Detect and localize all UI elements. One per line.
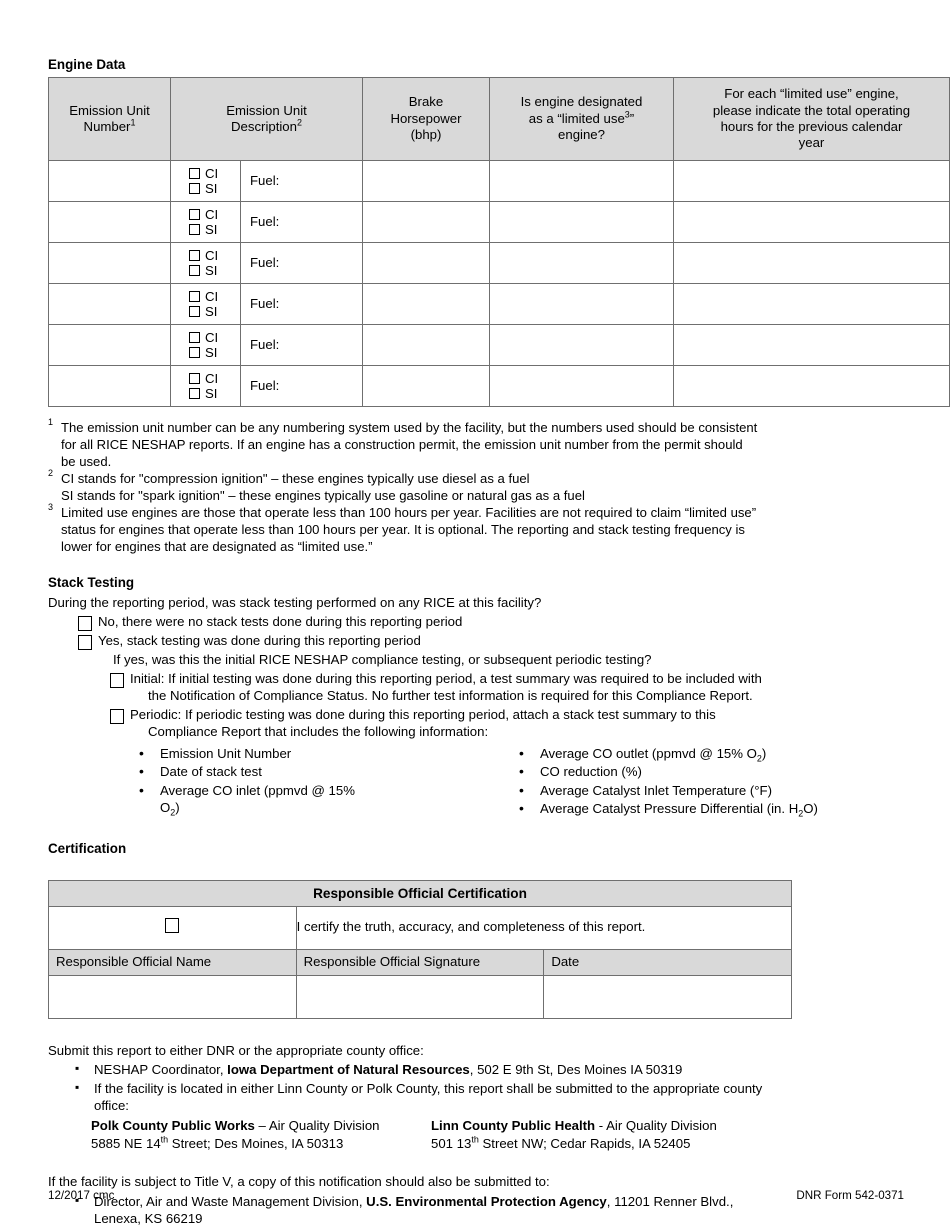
option-yes-label: Yes, stack testing was done during this reporting period	[98, 632, 421, 648]
checkbox-ci[interactable]	[189, 291, 200, 302]
epa-post: , 11201 Renner Blvd.,	[606, 1193, 734, 1209]
engine-data-heading: Engine Data	[48, 57, 126, 72]
linn-rest: - Air Quality Division	[595, 1118, 717, 1133]
cell-fuel[interactable]	[241, 366, 362, 406]
cell-emission-unit-number[interactable]	[49, 324, 171, 365]
label-ci: CI	[205, 288, 219, 304]
checkbox-si[interactable]	[189, 265, 200, 276]
document-page	[48, 0, 911, 1229]
polk-addr-pre: 5885 NE 14	[91, 1135, 161, 1151]
header-line: engine?	[558, 127, 605, 143]
subscript: 2	[798, 808, 804, 819]
submit-intro: Submit this report to either DNR or the appropriate county office:	[48, 1042, 424, 1058]
stack-testing-option-no[interactable]	[78, 614, 904, 631]
county-line1: If the facility is located in either Linn County or Polk County, this report shall be submitted to the appropriate county	[94, 1080, 763, 1096]
dnr-agency: Iowa Department of Natural Resources	[227, 1062, 470, 1078]
label-fuel: Fuel:	[250, 213, 280, 229]
label-si: SI	[205, 180, 218, 196]
stack-testing-heading: Stack Testing	[48, 575, 135, 591]
label-si: SI	[205, 385, 218, 401]
cell-operating-hours[interactable]	[674, 324, 950, 365]
stack-testing-option-yes[interactable]	[78, 633, 904, 650]
column-header-operating-hours	[674, 77, 950, 160]
cell-emission-unit-number[interactable]	[49, 365, 171, 406]
requirement-item: • CO reduction (%)	[513, 763, 893, 781]
column-header-emission-unit-description	[171, 77, 363, 160]
engine-type-si[interactable]	[189, 346, 217, 359]
title-v-intro: If the facility is subject to Title V, a copy of this notification should also be submitted to:	[48, 1174, 550, 1190]
linn-addr-post: Street NW; Cedar Rapids, IA 52405	[478, 1135, 691, 1151]
dnr-post: , 502 E 9th St, Des Moines IA 50319	[469, 1062, 683, 1078]
checkbox-si[interactable]	[189, 306, 200, 317]
engine-type-choices	[171, 243, 241, 283]
label-responsible-official-signature: Responsible Official Signature	[296, 949, 544, 975]
cell-emission-unit-description	[171, 201, 363, 242]
certification-title-row	[49, 880, 792, 906]
engine-type-choices	[171, 284, 241, 324]
certification-entry-row	[49, 975, 792, 1018]
table-row	[49, 242, 950, 283]
engine-type-ci[interactable]	[189, 249, 218, 262]
cell-emission-unit-description	[171, 324, 363, 365]
certification-heading: Certification	[48, 840, 127, 856]
label-ci: CI	[205, 206, 219, 222]
engine-data-table	[48, 77, 950, 407]
header-line: please indicate the total operating	[712, 102, 911, 118]
checkbox-ci[interactable]	[189, 373, 200, 384]
engine-type-si[interactable]	[189, 264, 217, 277]
label-date: Date	[544, 949, 792, 975]
cell-operating-hours[interactable]	[674, 365, 950, 406]
certification-table	[48, 880, 792, 1019]
header-line: Is engine designated	[520, 94, 643, 110]
label-responsible-official-name: Responsible Official Name	[49, 949, 297, 975]
epa-city-line: Lenexa, KS 66219	[94, 1211, 203, 1227]
label-fuel: Fuel:	[250, 254, 280, 270]
cell-fuel[interactable]	[241, 284, 362, 324]
option-periodic-line2: Compliance Report that includes the following information:	[148, 724, 489, 740]
field-responsible-official-name[interactable]	[49, 975, 297, 1018]
checkbox-ci[interactable]	[189, 332, 200, 343]
footnote-ref: 2	[296, 117, 302, 128]
certification-checkbox-cell[interactable]	[49, 906, 297, 949]
engine-type-si[interactable]	[189, 387, 217, 400]
engine-type-choices	[171, 161, 241, 201]
cell-brake-horsepower[interactable]	[363, 160, 490, 201]
label-si: SI	[205, 221, 218, 237]
header-line: as a “limited use	[528, 110, 625, 126]
header-line: Emission Unit	[226, 102, 307, 118]
engine-type-ci[interactable]	[189, 167, 218, 180]
cell-brake-horsepower[interactable]	[363, 242, 490, 283]
certification-statement: I certify the truth, accuracy, and completeness of this report.	[296, 906, 791, 949]
option-no-label: No, there were no stack tests done during this reporting period	[98, 613, 463, 629]
page-footer	[48, 1189, 904, 1204]
requirements-column-left	[133, 745, 513, 819]
cell-brake-horsepower[interactable]	[363, 283, 490, 324]
checkbox-si[interactable]	[189, 347, 200, 358]
footnote-line: Limited use engines are those that operate less than 100 hours per year. Facilities are not required to claim “limited use”	[61, 504, 757, 520]
column-header-emission-unit-number	[49, 77, 171, 160]
requirement-item: • Average Catalyst Inlet Temperature (°F)	[513, 782, 893, 800]
header-line: For each “limited use” engine,	[724, 86, 899, 102]
header-line: Emission Unit	[69, 102, 150, 118]
footnote-ref: 3	[624, 109, 630, 120]
engine-type-choices	[171, 366, 241, 406]
footnote-line: SI stands for "spark ignition" – these engines typically use gasoline or natural gas as a fuel	[61, 487, 585, 503]
table-row	[49, 201, 950, 242]
table-row	[49, 160, 950, 201]
footnote-line: The emission unit number can be any numbering system used by the facility, but the numbers used should be consistent	[61, 419, 758, 435]
requirement-item: • Date of stack test	[133, 763, 513, 781]
cell-brake-horsepower[interactable]	[363, 324, 490, 365]
footnote-line: for all RICE NESHAP reports. If an engine has a construction permit, the emission unit number from the permit should	[61, 436, 743, 452]
requirements-column-right	[513, 745, 893, 819]
subscript: 2	[756, 753, 762, 764]
polk-office-name	[91, 1117, 431, 1135]
label-ci: CI	[205, 329, 219, 345]
engine-type-ci[interactable]	[189, 208, 218, 221]
polk-ordinal-suffix: th	[160, 1134, 169, 1145]
table-row	[49, 283, 950, 324]
cell-emission-unit-description	[171, 160, 363, 201]
submit-item-dnr	[48, 1061, 904, 1079]
field-date[interactable]	[544, 975, 792, 1018]
cell-emission-unit-number[interactable]	[49, 201, 171, 242]
option-initial-line1: Initial: If initial testing was done during this reporting period, a test summary was required to be included with	[130, 671, 762, 687]
requirement-item: • Average Catalyst Pressure Differential (in. $H_2O$)	[513, 800, 893, 818]
cell-emission-unit-number[interactable]	[49, 242, 171, 283]
footnote-marker: 2	[48, 467, 54, 478]
cell-fuel[interactable]	[241, 161, 362, 201]
cell-operating-hours[interactable]	[674, 283, 950, 324]
checkbox-si[interactable]	[189, 183, 200, 194]
column-header-limited-use	[490, 77, 674, 160]
engine-table-header-row	[49, 77, 950, 160]
checkbox-ci[interactable]	[189, 250, 200, 261]
option-initial-text	[130, 671, 904, 704]
footnote-2	[48, 467, 904, 504]
label-si: SI	[205, 262, 218, 278]
checkbox-periodic-testing[interactable]	[110, 709, 124, 724]
engine-type-choices	[171, 202, 241, 242]
requirement-item: • Average CO outlet (ppmvd @ 15% $O_2$)	[513, 745, 893, 763]
cell-brake-horsepower[interactable]	[363, 201, 490, 242]
polk-office-address	[91, 1135, 431, 1153]
label-fuel: Fuel:	[250, 295, 280, 311]
checkbox-no-stack-tests[interactable]	[78, 616, 92, 631]
option-initial-line2: the Notification of Compliance Status. No further test information is required for this Compliance Report.	[148, 687, 753, 703]
linn-ordinal-suffix: th	[471, 1134, 479, 1145]
header-line: Brake	[408, 94, 444, 110]
footnote-ref: 1	[130, 117, 136, 128]
cell-limited-use[interactable]	[490, 160, 674, 201]
label-si: SI	[205, 303, 218, 319]
checkbox-si[interactable]	[189, 388, 200, 399]
submit-office-list	[48, 1061, 904, 1115]
engine-type-si[interactable]	[189, 182, 217, 195]
requirement-item: • Emission Unit Number	[133, 745, 513, 763]
footer-form-number: DNR Form 542-0371	[796, 1189, 904, 1202]
cell-limited-use[interactable]	[490, 201, 674, 242]
label-ci: CI	[205, 370, 219, 386]
engine-type-ci[interactable]	[189, 290, 218, 303]
submit-instructions-section	[48, 1043, 904, 1152]
linn-bold: Linn County Public Health	[431, 1118, 596, 1133]
engine-type-si[interactable]	[189, 305, 217, 318]
certification-section	[48, 841, 904, 1019]
footnote-line: status for engines that operate less than 100 hours per year. It is optional. The reporting and stack testing frequency is	[61, 521, 745, 537]
subscript: 2	[170, 807, 176, 818]
checkbox-initial-testing[interactable]	[110, 673, 124, 688]
checkbox-si[interactable]	[189, 224, 200, 235]
label-fuel: Fuel:	[250, 172, 280, 188]
cell-emission-unit-number[interactable]	[49, 283, 171, 324]
engine-data-section	[48, 57, 911, 407]
epa-agency: U.S. Environmental Protection Agency	[366, 1193, 607, 1209]
header-line: Number	[83, 118, 131, 134]
footnote-marker: 3	[48, 501, 54, 512]
footnote-marker: 1	[48, 416, 54, 427]
certification-table-title: Responsible Official Certification	[49, 880, 792, 906]
cell-limited-use[interactable]	[490, 283, 674, 324]
engine-type-si[interactable]	[189, 223, 217, 236]
county-offices	[91, 1117, 904, 1152]
cell-limited-use[interactable]	[490, 324, 674, 365]
table-row	[49, 324, 950, 365]
column-header-brake-horsepower	[363, 77, 490, 160]
cell-emission-unit-description	[171, 242, 363, 283]
cell-fuel[interactable]	[241, 243, 362, 283]
cell-fuel[interactable]	[241, 202, 362, 242]
epa-pre: Director, Air and Waste Management Division,	[94, 1193, 367, 1209]
engine-type-ci[interactable]	[189, 372, 218, 385]
cell-limited-use[interactable]	[490, 365, 674, 406]
checkbox-ci[interactable]	[189, 168, 200, 179]
engine-data-footnotes	[48, 416, 904, 555]
stack-testing-sub-question: If yes, was this the initial RICE NESHAP compliance testing, or subsequent periodic testing?	[113, 651, 652, 667]
footnote-3	[48, 501, 904, 555]
cell-emission-unit-description	[171, 283, 363, 324]
stack-testing-option-initial[interactable]	[110, 671, 904, 704]
label-ci: CI	[205, 165, 219, 181]
cell-limited-use[interactable]	[490, 242, 674, 283]
engine-type-ci[interactable]	[189, 331, 218, 344]
footnote-line: CI stands for "compression ignition" – these engines typically use diesel as a fuel	[61, 470, 530, 486]
checkbox-certify[interactable]	[165, 918, 179, 933]
field-responsible-official-signature[interactable]	[296, 975, 544, 1018]
cell-operating-hours[interactable]	[674, 201, 950, 242]
stack-testing-section	[48, 575, 904, 819]
polk-addr-post: Street; Des Moines, IA 50313	[168, 1135, 344, 1151]
table-row	[49, 365, 950, 406]
county-line2: office:	[94, 1098, 129, 1114]
stack-testing-question: During the reporting period, was stack testing performed on any RICE at this facility?	[48, 594, 542, 610]
certification-statement-row	[49, 906, 792, 949]
certification-labels-row	[49, 949, 792, 975]
stack-test-summary-requirements	[133, 745, 904, 819]
header-line: Horsepower	[390, 110, 462, 126]
footnote-1	[48, 416, 904, 470]
polk-bold: Polk County Public Works	[91, 1118, 255, 1133]
label-fuel: Fuel:	[250, 377, 280, 393]
requirement-item: • Average CO inlet (ppmvd @ 15% $O_2$)	[133, 782, 513, 817]
submit-item-county	[48, 1080, 904, 1115]
header-line: (bhp)	[410, 127, 442, 143]
cell-operating-hours[interactable]	[674, 160, 950, 201]
header-line: year	[798, 135, 825, 151]
footnote-line: lower for engines that are designated as “limited use.”	[61, 539, 373, 554]
header-line: Description	[231, 118, 297, 134]
county-office-linn	[431, 1117, 771, 1152]
option-periodic-text	[130, 707, 904, 740]
linn-office-name	[431, 1117, 771, 1135]
linn-office-address	[431, 1135, 771, 1153]
linn-addr-pre: 501 13	[431, 1135, 472, 1151]
engine-type-choices	[171, 325, 241, 365]
cell-emission-unit-description	[171, 365, 363, 406]
polk-rest: – Air Quality Division	[254, 1118, 380, 1133]
label-ci: CI	[205, 247, 219, 263]
footer-revision: 12/2017 cmc	[48, 1189, 115, 1202]
checkbox-ci[interactable]	[189, 209, 200, 220]
county-office-polk	[91, 1117, 431, 1152]
cell-fuel[interactable]	[241, 325, 362, 365]
label-fuel: Fuel:	[250, 336, 280, 352]
option-periodic-line1: Periodic: If periodic testing was done during this reporting period, attach a stack test summary to this	[130, 707, 716, 723]
dnr-pre: NESHAP Coordinator,	[94, 1062, 228, 1078]
checkbox-yes-stack-testing[interactable]	[78, 635, 92, 650]
header-line: ”	[629, 110, 635, 126]
footnote-line: be used.	[61, 453, 112, 469]
stack-testing-option-periodic[interactable]	[110, 707, 904, 740]
cell-emission-unit-number[interactable]	[49, 160, 171, 201]
label-si: SI	[205, 344, 218, 360]
cell-brake-horsepower[interactable]	[363, 365, 490, 406]
header-line: hours for the previous calendar	[720, 118, 903, 134]
cell-operating-hours[interactable]	[674, 242, 950, 283]
